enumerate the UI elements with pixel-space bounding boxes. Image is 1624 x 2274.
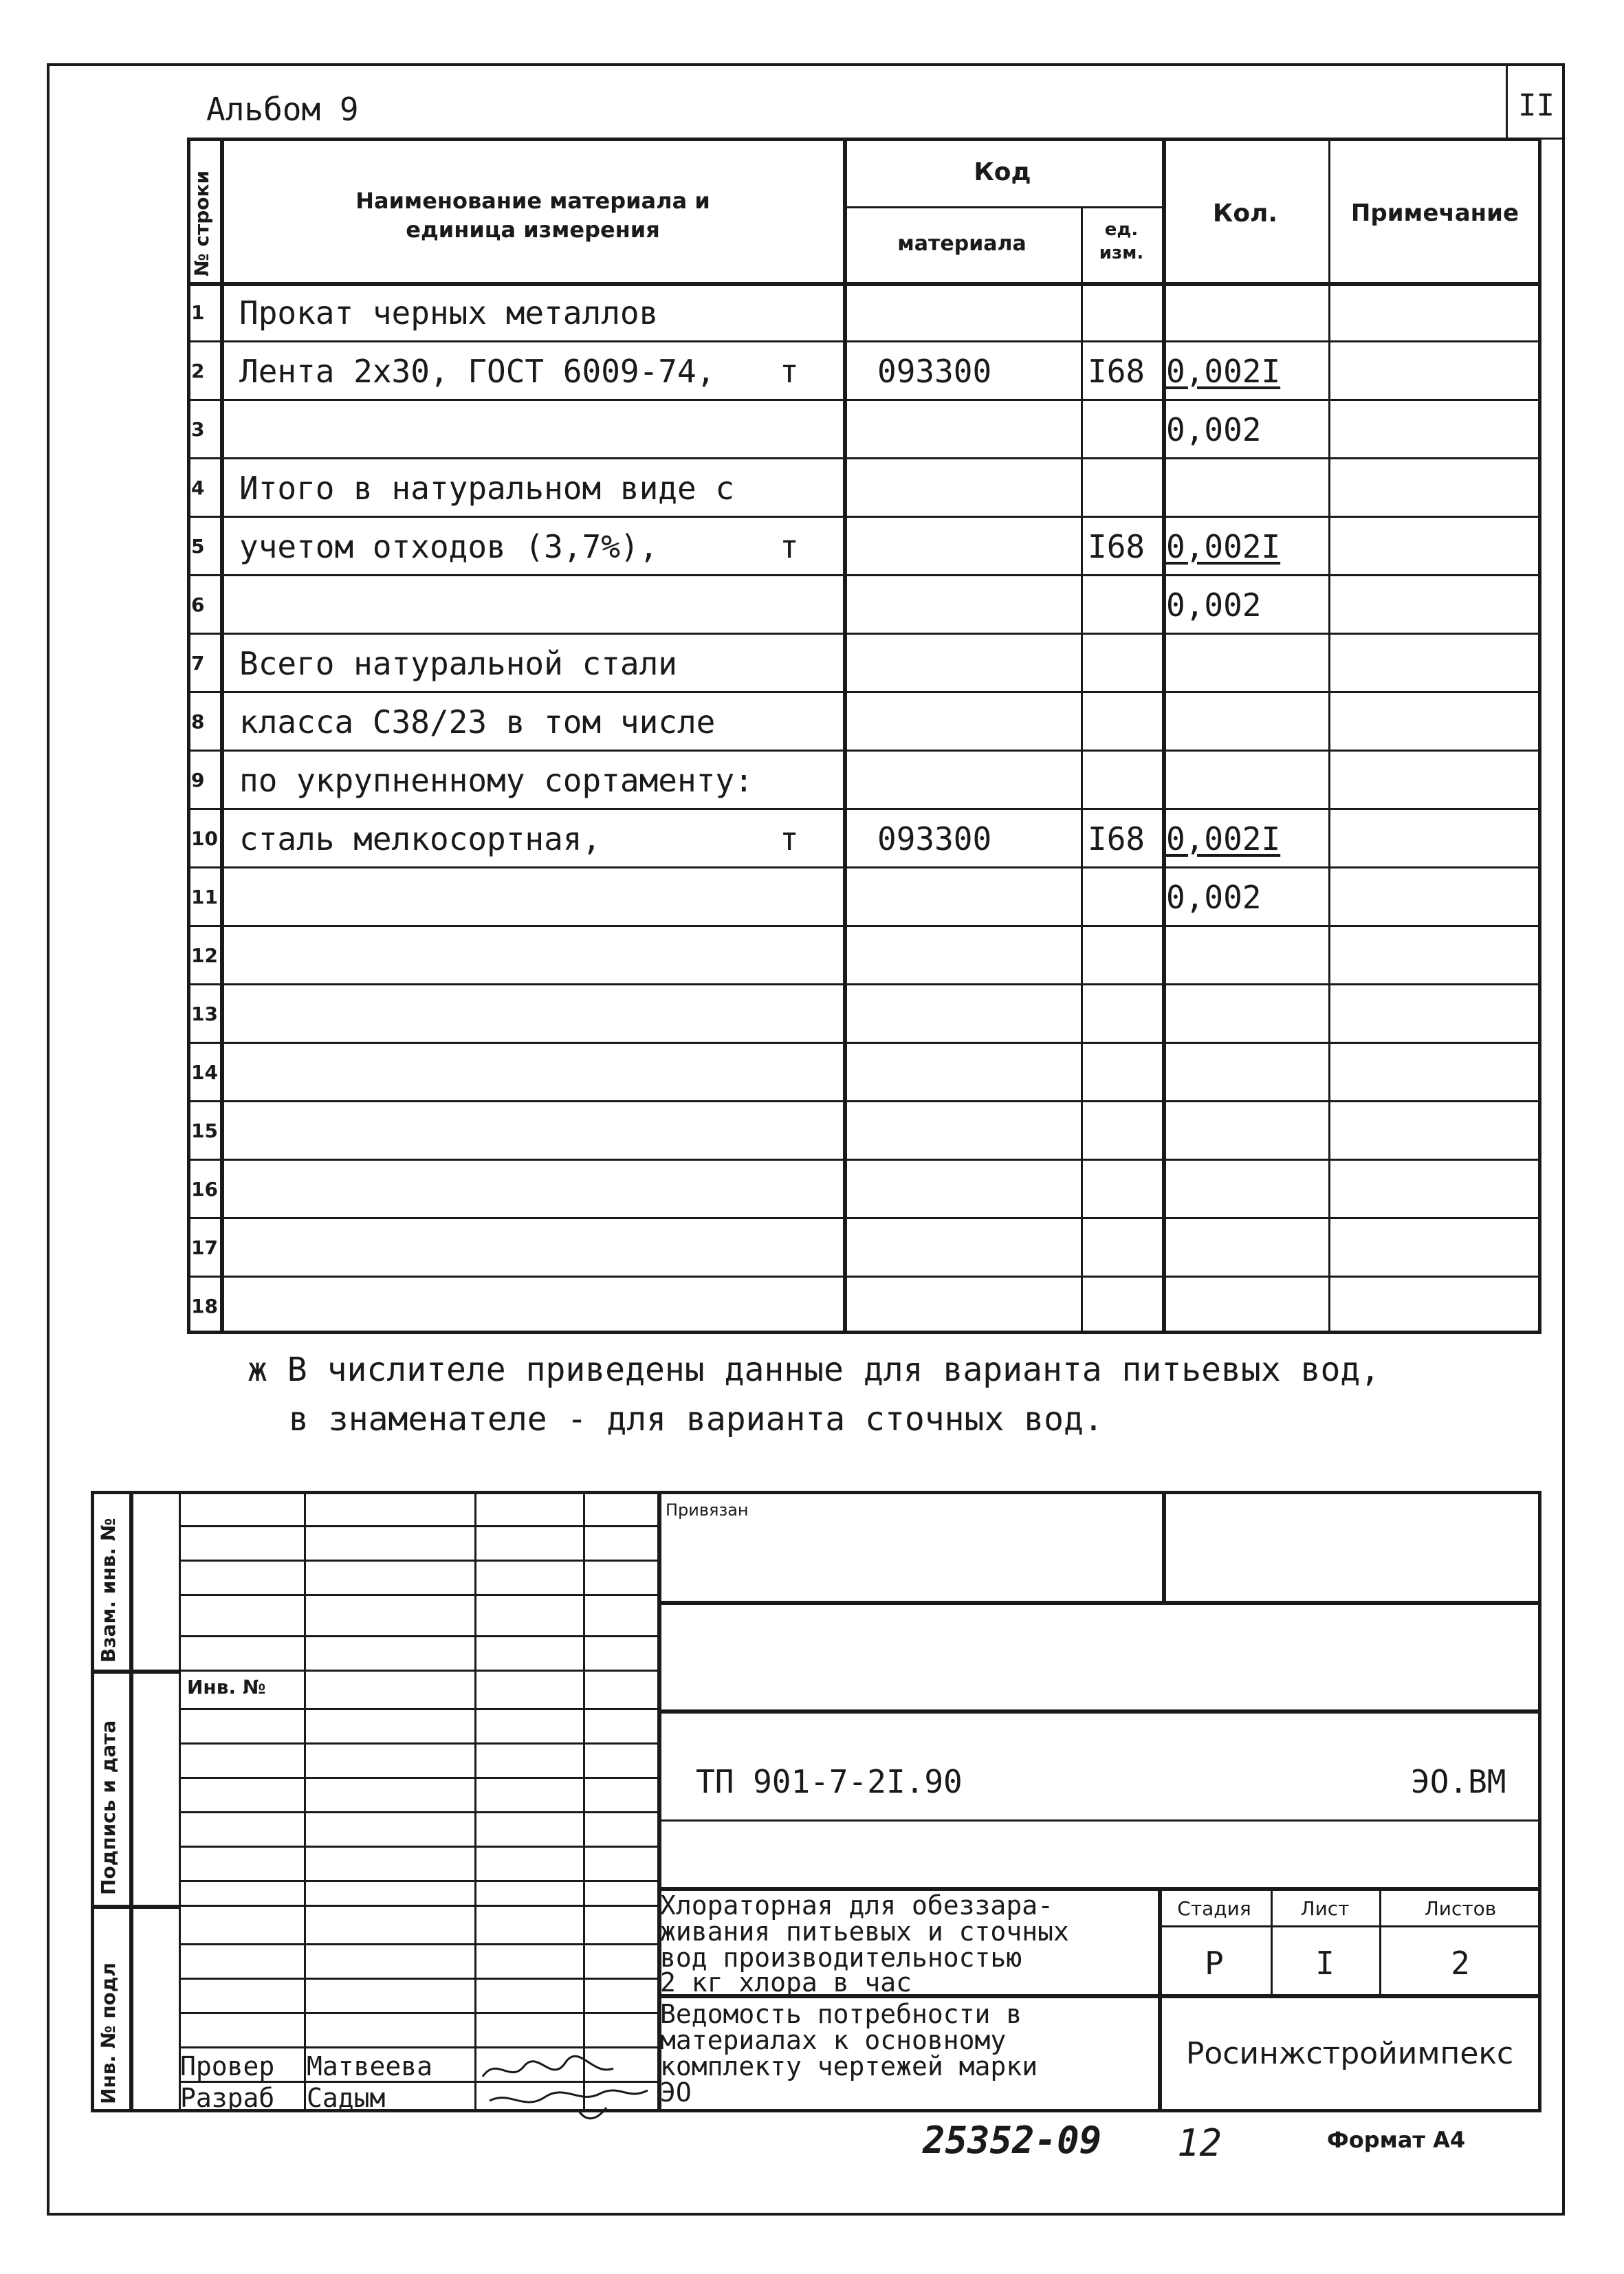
row-name: сталь мелкосортная, (239, 820, 602, 857)
header-unit-1: ед. (1104, 219, 1139, 240)
row-divider (187, 983, 1541, 985)
project-title-2: живания питьевых и сточных (660, 1916, 1069, 1947)
stamp-grid-line (179, 1978, 657, 1980)
row-name: учетом отходов (3,7%), (239, 527, 659, 565)
row-unit-code: I68 (1088, 527, 1145, 565)
row-number: 11 (191, 885, 218, 908)
side-sep-2 (91, 1905, 179, 1909)
organization: Росинжстройимпекс (1185, 2036, 1514, 2071)
stamp-grid-line (179, 1670, 657, 1672)
inv-no-label: Инв. № (187, 1676, 266, 1698)
col-divider-qty (1328, 138, 1330, 1334)
footnote-line-1: ж В числителе приведены данные для варианта питьевых вод, (248, 1351, 1381, 1389)
paper-format: Формат А4 (1327, 2127, 1466, 2153)
row-divider (187, 633, 1541, 635)
row-divider (187, 866, 1541, 868)
row-number: 16 (191, 1177, 218, 1201)
col-2-divider (304, 1491, 306, 2112)
row-quantity: 0,002I (1166, 527, 1281, 565)
row-material-code: 093300 (877, 820, 992, 857)
left-column-divider (179, 1491, 181, 2112)
header-row-no: № строки (190, 170, 213, 276)
row-divider (187, 925, 1541, 927)
checked-name: Матвеева (307, 2051, 433, 2081)
stamp-grid-line (179, 1635, 657, 1637)
side-label-podpis: Подпись и дата (97, 1720, 120, 1895)
document-code: ТП 901-7-2I.90 (696, 1763, 963, 1800)
col-divider-name (843, 138, 847, 1334)
document-mark: ЭО.ВМ (1411, 1763, 1506, 1800)
row-name: Всего натуральной стали (239, 644, 677, 682)
sheet-number: II (1518, 88, 1555, 123)
code-bottom (657, 1819, 1541, 1822)
row-divider (187, 399, 1541, 401)
row-divider (187, 750, 1541, 752)
developer-name: Садым (307, 2083, 386, 2113)
row-name: Прокат черных металлов (239, 294, 659, 331)
col-4-divider (583, 1491, 585, 2112)
row-number: 10 (191, 827, 218, 850)
privyazan-divider (1162, 1491, 1166, 1601)
header-note: Примечание (1350, 199, 1519, 227)
row-divider (187, 1276, 1541, 1278)
code-header-split (843, 206, 1162, 208)
album-label: Альбом 9 (206, 91, 359, 128)
col-3-divider (474, 1491, 476, 2112)
col-divider-rowno (220, 138, 224, 1334)
stamp-grid-line (179, 1880, 657, 1882)
side-column-divider (129, 1491, 133, 2112)
sheet-title-1: Ведомость потребности в (660, 1999, 1022, 2029)
row-name: по укрупненному сортаменту: (239, 761, 754, 799)
row-number: 17 (191, 1236, 218, 1259)
row-number: 1 (191, 300, 205, 324)
row-number: 2 (191, 359, 205, 382)
row-number: 13 (191, 1002, 218, 1025)
row-name: Итого в натуральном виде с (239, 469, 735, 507)
row-divider (187, 1100, 1541, 1102)
row-divider (187, 1159, 1541, 1161)
sheet-value: I (1315, 1945, 1335, 1982)
stamp-grid-line (179, 1811, 657, 1813)
stamp-grid-line (179, 1560, 657, 1562)
side-label-vzam: Взам. инв. № (97, 1518, 120, 1663)
row-name: Лента 2х30, ГОСТ 6009-74, (239, 352, 716, 390)
stamp-grid-line (179, 1943, 657, 1945)
header-unit-2: изм. (1099, 243, 1144, 263)
document-number: 25352-09 (923, 2119, 1102, 2162)
sheet-title-4: ЭО (660, 2077, 692, 2108)
row-number: 6 (191, 593, 205, 616)
sheet-label: Лист (1300, 1897, 1350, 1920)
row-unit-letter: т (780, 527, 799, 565)
row-divider (187, 808, 1541, 810)
stage-values-bottom (1158, 1994, 1541, 1998)
privyazan-bottom (657, 1601, 1541, 1605)
developer-role: Разраб (180, 2083, 275, 2113)
sheets-label: Листов (1424, 1897, 1497, 1920)
sheet-title-2: материалах к основному (660, 2025, 1007, 2055)
stamp-grid-line (179, 1594, 657, 1596)
row-number: 12 (191, 943, 218, 967)
row-divider (187, 691, 1541, 693)
sheets-value: 2 (1451, 1945, 1470, 1982)
row-divider (187, 340, 1541, 342)
col-divider-unit (1162, 138, 1166, 1334)
row-divider (187, 1042, 1541, 1044)
row-quantity: 0,002 (1166, 411, 1262, 448)
sheet-title-3: комплекту чертежей марки (660, 2051, 1038, 2081)
row-number: 15 (191, 1119, 218, 1142)
header-name-1: Наименование материала и (355, 188, 710, 214)
header-material: материала (897, 232, 1027, 256)
row-number: 7 (191, 651, 205, 675)
stamp-grid-line (179, 1846, 657, 1848)
row-unit-code: I68 (1088, 352, 1145, 390)
row-quantity: 0,002 (1166, 586, 1262, 624)
row-divider (187, 516, 1541, 518)
side-sep-1 (91, 1670, 179, 1674)
privyazan-label: Привязан (666, 1500, 749, 1520)
project-title-4: 2 кг хлора в час (660, 1967, 912, 1998)
code-top (657, 1709, 1541, 1714)
stamp-grid-line (179, 1742, 657, 1745)
row-unit-code: I68 (1088, 820, 1145, 857)
row-number: 5 (191, 534, 205, 558)
project-title-1: Хлораторная для обеззара- (660, 1890, 1053, 1921)
header-bottom (187, 282, 1541, 286)
stage-label: Стадия (1177, 1897, 1251, 1920)
stamp-grid-line (179, 1777, 657, 1779)
checked-role: Провер (180, 2051, 275, 2081)
stage-value: Р (1205, 1945, 1224, 1982)
row-name: класса С38/23 в том числе (239, 703, 716, 741)
stamp-grid-line (179, 1905, 657, 1907)
row-material-code: 093300 (877, 352, 992, 390)
header-code: Код (974, 158, 1031, 186)
row-number: 3 (191, 417, 205, 441)
header-name-2: единица измерения (406, 217, 660, 243)
row-divider (187, 457, 1541, 459)
stage-label-bottom (1158, 1925, 1541, 1927)
row-divider (187, 1217, 1541, 1219)
stamp-grid-line (179, 1708, 657, 1710)
row-quantity: 0,002 (1166, 878, 1262, 916)
header-qty: Кол. (1212, 199, 1278, 228)
side-label-inv: Инв. № подл (97, 1962, 120, 2104)
row-number: 4 (191, 476, 205, 499)
row-number: 8 (191, 710, 205, 733)
project-title-3: вод производительностью (660, 1943, 1022, 1973)
row-unit-letter: т (780, 820, 799, 857)
signature-checked (476, 2035, 655, 2125)
row-number: 14 (191, 1060, 218, 1084)
col-divider-material (1081, 206, 1083, 1334)
row-quantity: 0,002I (1166, 352, 1281, 390)
row-number: 9 (191, 768, 205, 791)
stamp-grid-line (179, 1525, 657, 1527)
row-number: 18 (191, 1294, 218, 1318)
page-number: 12 (1177, 2121, 1222, 2165)
row-unit-letter: т (780, 352, 799, 390)
row-quantity: 0,002I (1166, 820, 1281, 857)
footnote-line-2: в знаменателе - для варианта сточных вод. (289, 1400, 1104, 1439)
row-divider (187, 574, 1541, 576)
stamp-grid-line (179, 2012, 657, 2014)
